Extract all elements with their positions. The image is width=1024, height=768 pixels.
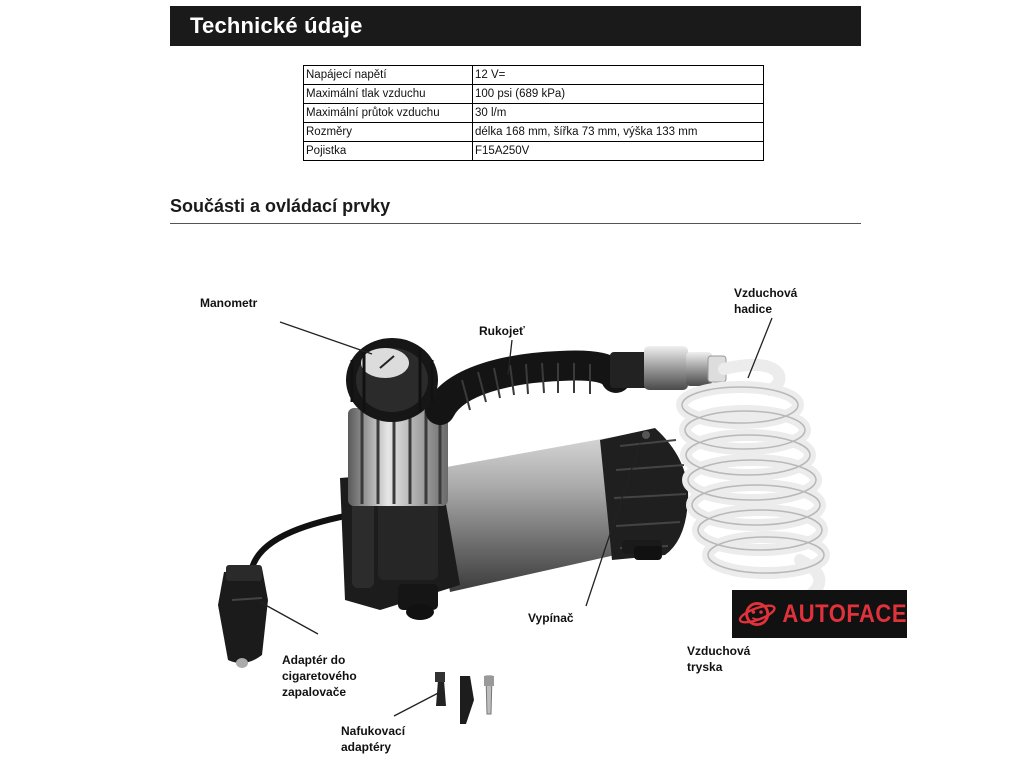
callout-handle: Rukojeť: [479, 324, 525, 338]
spec-value: 12 V=: [473, 66, 764, 85]
callout-manometer: Manometr: [200, 296, 258, 310]
inflation-adapters-icon: [435, 672, 494, 724]
callout-line: zapalovače: [282, 685, 347, 699]
planet-logo-icon: [738, 596, 776, 632]
spec-value: 100 psi (689 kPa): [473, 85, 764, 104]
power-cable: [252, 515, 350, 568]
coupling: [610, 346, 726, 390]
lighter-plug-icon: [218, 565, 268, 668]
callout-line: Vzduchová: [687, 644, 751, 658]
spec-label: Maximální průtok vzduchu: [304, 104, 473, 123]
spec-value: délka 168 mm, šířka 73 mm, výška 133 mm: [473, 123, 764, 142]
page-title: Technické údaje: [190, 13, 363, 38]
logo-text: AUTOFACE: [782, 599, 907, 628]
spec-label: Maximální tlak vzduchu: [304, 85, 473, 104]
coiled-air-hose: [682, 365, 824, 598]
callout-line: hadice: [734, 302, 773, 316]
callout-air-hose: [734, 285, 797, 317]
handle-hose: [440, 363, 616, 410]
pressure-gauge-icon: [346, 338, 438, 422]
callout-line: adaptéry: [341, 740, 392, 754]
compressor-cylinder: [430, 428, 688, 592]
callout-line: tryska: [687, 660, 723, 674]
spec-label: Pojistka: [304, 142, 473, 161]
callout-air-nozzle: [687, 643, 750, 675]
callout-switch: Vypínač: [528, 611, 574, 625]
spec-label: Napájecí napětí: [304, 66, 473, 85]
callout-lighter-adapter: [282, 652, 357, 700]
callout-line: Vzduchová: [734, 286, 798, 300]
section-title: Součásti a ovládací prvky: [170, 196, 391, 216]
spec-label: Rozměry: [304, 123, 473, 142]
callout-line: cigaretového: [282, 669, 357, 683]
spec-value: 30 l/m: [473, 104, 764, 123]
callout-line: Adaptér do: [282, 653, 346, 667]
callout-line: Nafukovací: [341, 724, 406, 738]
spec-value: F15A250V: [473, 142, 764, 161]
autoface-logo: [732, 590, 907, 638]
callout-inflation-adapters: [341, 723, 405, 755]
